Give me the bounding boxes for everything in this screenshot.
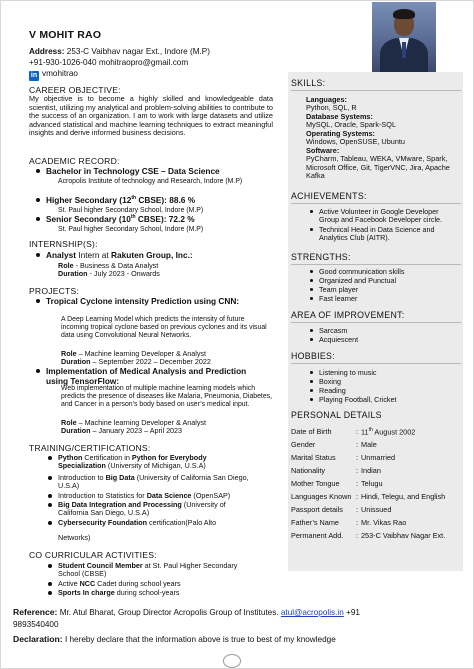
academic-item-btech: Bachelor in Technology CSE – Data Science <box>46 167 276 177</box>
declaration-label: Declaration: <box>13 634 63 644</box>
address-value: 253-C Vaibhav nagar Ext., Indore (M.P) <box>66 47 210 56</box>
internship-heading: INTERNSHIP(S): <box>29 239 98 249</box>
address-label: Address: <box>29 47 65 56</box>
academic-detail-12th: St. Paul higher Secondary School, Indore (M.P) <box>58 207 204 214</box>
improvement-item: Acquiescent <box>319 336 459 344</box>
cocurricular-item-council: Student Council Member at St. Paul Higher Secondary School (CBSE) <box>58 562 258 579</box>
academic-detail-10th: St. Paul higher Secondary School, Indore (M.P) <box>58 226 204 233</box>
academic-detail-btech: Acropolis Institute of technology and Research, Indore (M.P) <box>58 178 243 185</box>
achievement-item: Technical Head in Data Science and Analytics Club (AITR). <box>319 226 459 243</box>
hobby-item: Boxing <box>319 378 459 386</box>
project-2-desc: Web implementation of multiple machine learning models which predicts the presence of diseases like Malaria, Pneumonia, Diabetes, and Cancer in a person’s body based on user’s medical input. <box>61 385 273 408</box>
improvement-heading: AREA OF IMPROVEMENT: <box>291 310 461 323</box>
reference-phone: 9893540400 <box>13 620 59 629</box>
skills-databases: Database Systems: MySQL, Oracle, Spark-SQL <box>306 112 397 130</box>
hobby-item: Listening to music <box>319 369 459 377</box>
strength-item: Organized and Punctual <box>319 277 459 285</box>
skills-os: Operating Systems: Windows, OpenSUSE, Ubuntu <box>306 129 405 147</box>
training-item-integration: Big Data Integration and Processing (University of California San Diego, U.S.A) <box>58 501 248 518</box>
strength-item: Good communication skills <box>319 268 459 276</box>
address-line <box>29 47 210 57</box>
training-item-python: Python Certification in Python for Everybody Specialization (University of Michigan, U.S.A) <box>58 454 248 471</box>
hobby-item: Playing Football, Cricket <box>319 396 459 404</box>
training-item-cybersecurity: Cybersecurity Foundation certification(Palo Alto <box>58 519 282 527</box>
seal-icon <box>223 654 241 668</box>
linkedin-line[interactable] <box>29 69 78 81</box>
project-1-title: Tropical Cyclone intensity Prediction using CNN: <box>46 297 258 307</box>
training-item-bigdata: Introduction to Big Data (University of California San Diego, U.S.A) <box>58 474 258 491</box>
training-item-statistics: Introduction to Statistics for Data Science (OpenSAP) <box>58 492 282 500</box>
declaration-line: Declaration: I hereby declare that the information above is true to best of my knowledge <box>13 634 336 644</box>
resume-page: V MOHIT RAO Address: 253-C Vaibhav nagar Ext., Indore (M.P) +91-930-1026-040 mohitraopro@gmail.com in vmohitrao CAREER OBJECTIVE: My objective is to become a highly skilled and knowledgeable data scientist, utilizing my analytical and problem-solving abilities to contribute to the success of an organization. I am to work with large datasets and utilize advanced statistical and machine learning techniques to extract meaningful insights and derive informed business decisions. ACADEMIC RECORD: Bachelor in Technology CSE – Data Science Acropolis Institute of technology and Research, Indore (M.P) Higher Secondary (12th CBSE): 88.6 % St. Paul higher Secondary School, Indore (M.P) Senior Secondary (10th CBSE): 72.2 % St. Paul higher Secondary School, Indore (M.P) INTERNSHIP(S): Analyst Intern at Rakuten Group, Inc.: Role - Business & Data Analyst Duration - July 2023 - Onwards PROJECTS: Tropical Cyclone intensity Prediction using CNN: A Deep Learning Model which predicts the intensity of future incoming tropical cyclone based on previous cyclones and its visual data using Convolutional Neural Networks. Role – Machine learning Developer & Analyst Duration – September 2022 – December 2022 Implementation of Medical Analysis and Prediction using TensorFlow: Web implementation of multiple machine learning models which predicts the presence of diseases like Malaria, Pneumonia, Diabetes, and Cancer in a person’s body based on user’s medical input. Role – Machine learning Developer & Analyst Duration – January 2023 – April 2023 TRAINING/CERTIFICATIONS: Python Certification in Python for Everybody Specialization (University of Michigan, U.S.A) Introduction to Big Data (University of California San Diego, U.S.A) Introduction to Statistics for Data Science (OpenSAP) Big Data Integration and Processing (University of California San Diego, U.S.A) Cybersecurity Foundation certification(Palo Alto Networks) CO CURRICULAR ACTIVITIES: Student Council Member at St. Paul Higher Secondary School (CBSE) Active NCC Cadet during school years Sports In charge during school-years SKILLS: Languages: Python, SQL, R Database Systems: MySQL, Oracle, Spark-SQL Operating Systems: Windows, OpenSUSE, Ubuntu Software: PyCharm, Tableau, WEKA, VMware, Spark, Microsoft Office, Git, TigerVNC, Jira, Apache Kafka ACHIEVEMENTS: Active Volunteer in Google Developer Group and Facebook Developer circle. Technical Head in Data Science and Analytics Club (AITR). STRENGTHS: Good communication skills Organized and Punctual Team player Fast learner AREA OF IMPROVEMENT: Sarcasm Acquiescent HOBBIES: Listening to music Boxing Reading Playing Football, Cricket PERSONAL DETAILS Date of Birth : 11th August 2002 Gender : Male Marital Status : Unmarried Nationality : Indian Mother Tongue : Telugu Languages Known : Hindi, Telegu, and English Passport details : Unissued Father’s Name : Mr. Vikas Rao Permanent Add. : 253-C Vaibhav Nagar Ext. Reference: Mr. Atul Bharat, Group Director Acropolis Group of Institutes. atul@acropolis.in +91 9893540400 Declaration: I hereby declare that the information above is true to best of my knowledge <box>0 0 474 669</box>
achievements-heading: ACHIEVEMENTS: <box>291 191 461 204</box>
phone-email-line[interactable]: +91-930-1026-040 mohitraopro@gmail.com <box>29 58 189 67</box>
academic-item-10th: Senior Secondary (10th CBSE): 72.2 % <box>46 215 276 225</box>
candidate-name: V MOHIT RAO <box>29 29 102 41</box>
reference-email-link[interactable]: atul@acropolis.in <box>280 608 344 617</box>
career-objective-heading: CAREER OBJECTIVE: <box>29 85 121 95</box>
training-item-cybersecurity-cont: Networks) <box>58 533 91 542</box>
linkedin-handle[interactable]: vmohitrao <box>42 69 78 78</box>
skills-software: Software: PyCharm, Tableau, WEKA, VMware, Spark, Microsoft Office, Git, TigerVNC, Jira, Apache Kafka <box>306 146 450 181</box>
strength-item: Fast learner <box>319 295 459 303</box>
projects-heading: PROJECTS: <box>29 286 80 296</box>
strength-item: Team player <box>319 286 459 294</box>
project-2-duration: Duration – January 2023 – April 2023 <box>61 426 183 435</box>
cocurricular-item-sports: Sports In charge during school-years <box>58 589 282 597</box>
reference-line: Reference: Mr. Atul Bharat, Group Director Acropolis Group of Institutes. atul@acropolis.in +91 <box>13 607 360 617</box>
project-1-duration: Duration – September 2022 – December 2022 <box>61 357 211 366</box>
reference-label: Reference: <box>13 607 58 617</box>
career-objective-text: My objective is to become a highly skilled and knowledgeable data scientist, utilizing my analytical and problem-solving abilities to contribute to the success of an organization. I am to work with large datasets and utilize advanced statistical and machine learning techniques to extract meaningful insights and derive informed business decisions. <box>29 94 273 138</box>
project-1-role: Role – Machine learning Developer & Analyst <box>61 349 207 358</box>
skills-languages: Languages: Python, SQL, R <box>306 95 357 113</box>
skills-heading: SKILLS: <box>291 78 461 91</box>
project-1-desc: A Deep Learning Model which predicts the intensity of future incoming tropical cyclone based on previous cyclones and its visual data using Convolutional Neural Networks. <box>61 316 267 339</box>
cocurricular-item-ncc: Active NCC Cadet during school years <box>58 580 282 588</box>
internship-role: Role - Business & Data Analyst <box>58 261 159 270</box>
linkedin-icon: in <box>30 72 38 79</box>
project-2-title: Implementation of Medical Analysis and Prediction using TensorFlow: <box>46 367 268 387</box>
project-2-role: Role – Machine learning Developer & Analyst <box>61 418 207 427</box>
achievement-item: Active Volunteer in Google Developer Group and Facebook Developer circle. <box>319 208 459 225</box>
academic-record-heading: ACADEMIC RECORD: <box>29 156 120 166</box>
profile-photo <box>372 2 436 72</box>
personal-details-heading: PERSONAL DETAILS <box>291 410 382 420</box>
cocurricular-heading: CO CURRICULAR ACTIVITIES: <box>29 550 157 560</box>
internship-duration: Duration - July 2023 - Onwards <box>58 269 160 278</box>
hobby-item: Reading <box>319 387 459 395</box>
strengths-heading: STRENGTHS: <box>291 252 461 265</box>
hobbies-heading: HOBBIES: <box>291 351 461 364</box>
academic-item-12th: Higher Secondary (12th CBSE): 88.6 % <box>46 196 276 206</box>
internship-item: Analyst Intern at Rakuten Group, Inc.: <box>46 251 276 261</box>
improvement-item: Sarcasm <box>319 327 459 335</box>
training-heading: TRAINING/CERTIFICATIONS: <box>29 443 151 453</box>
